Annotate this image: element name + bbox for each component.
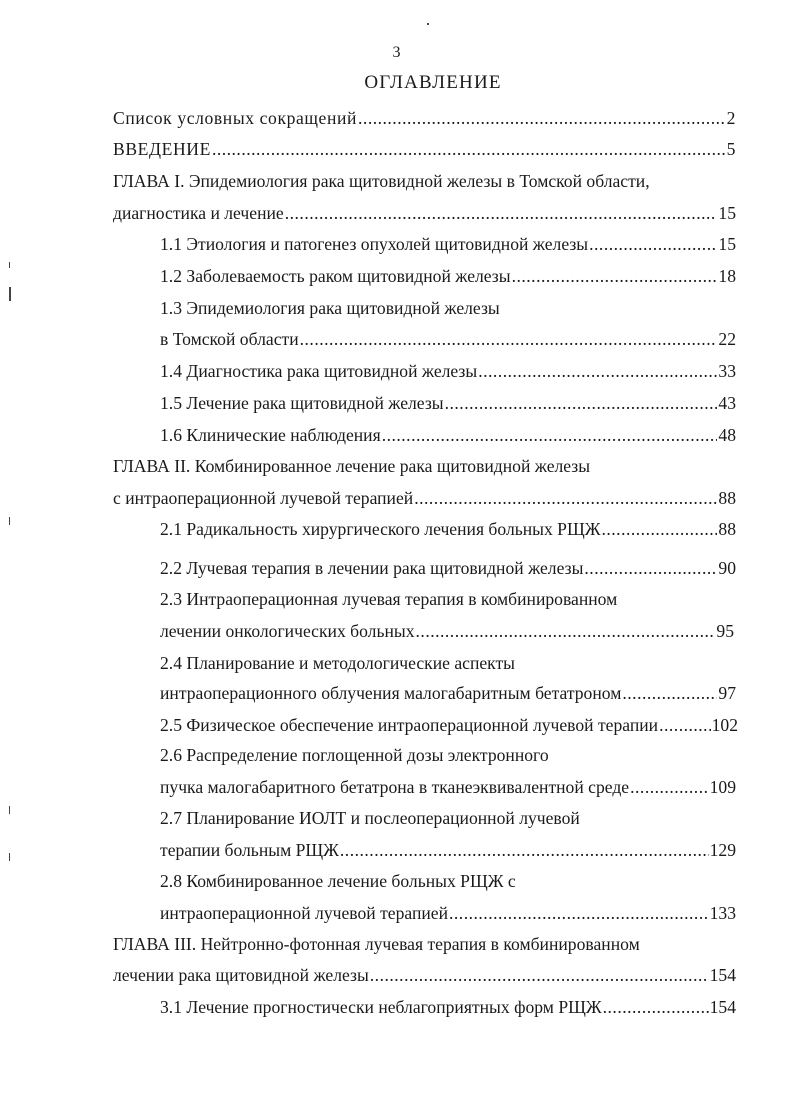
toc-entry-text: Список условных сокращений bbox=[113, 108, 358, 128]
toc-entry-text: 3.1 Лечение прогностически неблагоприятных форм РЩЖ bbox=[160, 997, 602, 1017]
toc-entry-page: 133 bbox=[709, 903, 736, 923]
dot-leader bbox=[370, 963, 709, 987]
toc-entry bbox=[113, 454, 736, 478]
toc-entry-text: 2.4 Планирование и методологические аспекты bbox=[160, 653, 516, 673]
toc-entry-text: ГЛАВА II. Комбинированное лечение рака щитовидной железы bbox=[113, 456, 591, 476]
toc-entry-text: 1.6 Клинические наблюдения bbox=[160, 425, 381, 445]
toc-entry bbox=[160, 327, 736, 351]
toc-entry-text: терапии больным РЩЖ bbox=[160, 840, 339, 860]
toc-entry-page: 129 bbox=[709, 840, 736, 860]
dot-leader bbox=[512, 264, 718, 288]
dot-leader bbox=[603, 995, 709, 1019]
toc-entry bbox=[160, 587, 736, 611]
toc-entry bbox=[160, 391, 736, 415]
toc-entry-page: 48 bbox=[718, 425, 736, 445]
toc-title: ОГЛАВЛЕНИЕ bbox=[364, 72, 502, 93]
toc-entry-page: 154 bbox=[709, 965, 736, 985]
toc-entry bbox=[160, 743, 736, 767]
toc-entry-page: 33 bbox=[718, 361, 736, 381]
scan-speck bbox=[9, 287, 11, 301]
toc-entry-text: с интраоперационной лучевой терапией bbox=[113, 488, 414, 508]
toc-entry bbox=[113, 486, 736, 510]
toc-entry-page: 43 bbox=[718, 393, 736, 413]
toc-entry-page: 154 bbox=[709, 997, 736, 1017]
toc-entry-page: 90 bbox=[718, 558, 736, 578]
dot-leader bbox=[622, 681, 717, 705]
toc-entry-text: интраоперационного облучения малогабаритным бетатроном bbox=[160, 683, 622, 703]
toc-entry-page: 18 bbox=[718, 266, 736, 286]
toc-entry-page: 15 bbox=[718, 234, 736, 254]
toc-entry bbox=[113, 963, 736, 987]
dot-leader bbox=[449, 901, 709, 925]
toc-entry-text: ГЛАВА I. Эпидемиология рака щитовидной железы в Томской области, bbox=[113, 171, 650, 191]
toc-entry-text: 2.7 Планирование ИОЛТ и послеоперационной лучевой bbox=[160, 808, 580, 828]
dot-leader bbox=[358, 106, 726, 130]
toc-entry-text: 2.1 Радикальность хирургического лечения больных РЩЖ bbox=[160, 519, 601, 539]
toc-entry-text: 1.4 Диагностика рака щитовидной железы bbox=[160, 361, 478, 381]
toc-entry bbox=[160, 619, 734, 643]
scan-speck bbox=[9, 262, 10, 268]
dot-leader bbox=[285, 201, 718, 225]
dot-leader bbox=[445, 391, 718, 415]
toc-entry-page: 102 bbox=[711, 715, 738, 735]
toc-entry-text: 1.3 Эпидемиология рака щитовидной железы bbox=[160, 298, 500, 318]
toc-entry bbox=[160, 775, 736, 799]
toc-entry-text: 2.3 Интраоперационная лучевая терапия в комбинированном bbox=[160, 589, 618, 609]
toc-entry bbox=[160, 869, 736, 893]
toc-entry-text: 2.2 Лучевая терапия в лечении рака щитовидной железы bbox=[160, 558, 584, 578]
toc-entry bbox=[160, 264, 736, 288]
scan-speck bbox=[9, 517, 10, 525]
toc-entry bbox=[160, 517, 736, 541]
toc-entry-page: 22 bbox=[718, 329, 736, 349]
toc-entry bbox=[113, 169, 740, 193]
toc-entry bbox=[160, 713, 738, 737]
toc-entry-text: 1.2 Заболеваемость раком щитовидной железы bbox=[160, 266, 511, 286]
dot-leader bbox=[416, 619, 716, 643]
dot-leader bbox=[601, 517, 717, 541]
toc-entry bbox=[160, 651, 736, 675]
toc-entry bbox=[160, 838, 736, 862]
toc-entry-page: 109 bbox=[709, 777, 736, 797]
toc-entry bbox=[160, 995, 736, 1019]
toc-entry-text: лечении рака щитовидной железы bbox=[113, 965, 369, 985]
toc-entry-text: 2.5 Физическое обеспечение интраоперационной лучевой терапии bbox=[160, 715, 659, 735]
toc-entry-text: 2.8 Комбинированное лечение больных РЩЖ с bbox=[160, 871, 516, 891]
toc-entry-page: 2 bbox=[726, 108, 736, 128]
toc-entry-page: 95 bbox=[716, 621, 734, 641]
toc-entry bbox=[160, 806, 736, 830]
toc-entry bbox=[160, 359, 736, 383]
page-number: 3 bbox=[392, 44, 401, 61]
dot-leader bbox=[212, 137, 726, 161]
dot-leader bbox=[630, 775, 708, 799]
toc-entry-page: 5 bbox=[726, 139, 736, 159]
toc-entry bbox=[160, 296, 736, 320]
toc-entry-text: пучка малогабаритного бетатрона в тканеэквивалентной среде bbox=[160, 777, 630, 797]
toc-entry bbox=[160, 681, 736, 705]
scan-speck bbox=[9, 806, 10, 814]
toc-entry-text: в Томской области bbox=[160, 329, 299, 349]
dot-leader bbox=[414, 486, 717, 510]
toc-entry bbox=[113, 106, 736, 130]
toc-entry bbox=[160, 556, 736, 580]
toc-entry-text: интраоперационной лучевой терапией bbox=[160, 903, 448, 923]
toc-entry-text: 2.6 Распределение поглощенной дозы электронного bbox=[160, 745, 549, 765]
toc-entry-page: 88 bbox=[718, 488, 736, 508]
scan-speck bbox=[427, 23, 429, 25]
dot-leader bbox=[340, 838, 709, 862]
scan-speck bbox=[9, 853, 10, 861]
toc-entry bbox=[113, 137, 736, 161]
toc-entry bbox=[160, 232, 736, 256]
toc-entry bbox=[160, 423, 736, 447]
toc-entry-page: 88 bbox=[718, 519, 736, 539]
dot-leader bbox=[584, 556, 717, 580]
dot-leader bbox=[300, 327, 718, 351]
toc-entry-page: 97 bbox=[718, 683, 736, 703]
toc-entry-text: диагностика и лечение bbox=[113, 203, 284, 223]
toc-entry-text: 1.1 Этиология и патогенез опухолей щитовидной железы bbox=[160, 234, 589, 254]
toc-entry bbox=[160, 901, 736, 925]
toc-entry-text: ГЛАВА III. Нейтронно-фотонная лучевая терапия в комбинированном bbox=[113, 934, 640, 954]
toc-entry bbox=[113, 932, 736, 956]
dot-leader bbox=[478, 359, 717, 383]
dot-leader bbox=[589, 232, 717, 256]
toc-entry-text: ВВЕДЕНИЕ bbox=[113, 139, 211, 159]
toc-entry-page: 15 bbox=[718, 203, 736, 223]
toc-entry bbox=[113, 201, 736, 225]
toc-entry-text: лечении онкологических больных bbox=[160, 621, 415, 641]
dot-leader bbox=[382, 423, 718, 447]
dot-leader bbox=[659, 713, 711, 737]
toc-entry-text: 1.5 Лечение рака щитовидной железы bbox=[160, 393, 444, 413]
